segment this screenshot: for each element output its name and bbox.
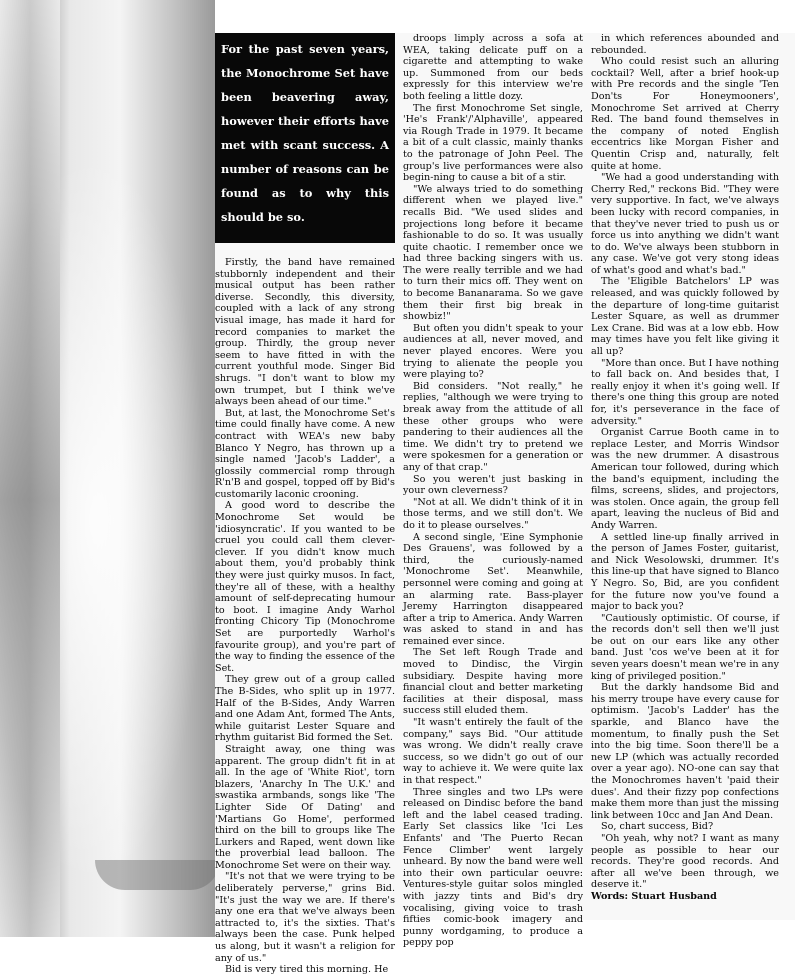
paragraph: But often you didn't speak to your audiences at all, never moved, and never played encores. Were you trying to alienate the people you were playing to?	[403, 322, 583, 381]
paragraph: A good word to describe the Monochrome Set would be 'idiosyncratic'. If you wanted to be cruel you could call them clever-clever. If you didn't know much about them, you'd probably think they were just quirky musos. In fact, they're all of these, with a healthy amount of self-deprecating humour to boot. I imagine Andy Warhol fronting Chicory Tip (Monochrome Set are purportedly Warhol's favourite group), and you're part of the way to finding the essence of the Set.	[215, 500, 395, 674]
paragraph: Firstly, the band have remained stubbornly independent and their musical output has been rather diverse. Secondly, this diversity, coupled with a lack of any strong visual image, has made it hard for record companies to market the group. Thirdly, the group never seem to have fitted in with the current youthful mode. Singer Bid shrugs. "I don't want to blow my own trumpet, but I think we've always been ahead of our time."	[215, 257, 395, 408]
paragraph: So you weren't just basking in your own cleverness?	[403, 473, 583, 497]
paragraph: Organist Carrue Booth came in to replace Lester, and Morris Windsor was the new drummer. A disastrous American tour followed, during which the band's equipment, including the films, screens, slides, and projectors, was stolen. Once again, the group fell apart, leaving the nucleus of Bid and Andy Warren.	[591, 427, 779, 531]
paragraph: Bid considers. "Not really," he replies, "although we were trying to break away from the attitude of all these other groups who were pandering to their audiences all the time. We didn't try to pretend we were spokesmen for a generation or any of that crap."	[403, 380, 583, 473]
photo-shadow	[0, 0, 60, 937]
photo-curve	[95, 860, 220, 890]
paragraph: "More than once. But I have nothing to fall back on. And besides that, I really enjoy it when it's going well. If there's one thing this group are noted for, it's perseverance in the face of adversity."	[591, 357, 779, 427]
paragraph: They grew out of a group called The B-Sides, who split up in 1977. Half of the B-Sides, Andy Warren and one Adam Ant, formed The Ants, while guitarist Lester Square and rhythm guitarist Bid formed the Set.	[215, 674, 395, 744]
paragraph: Who could resist such an alluring cocktail? Well, after a brief hook-up with Pre records and the single 'Ten Don'ts For Honeymooners', Monochrome Set arrived at Cherry Red. The band found themselves in the company of noted English eccentrics like Morgan Fisher and Quentin Crisp and, naturally, felt quite at home.	[591, 56, 779, 172]
paragraph: But, at last, the Monochrome Set's time could finally have come. A new contract with WEA's new baby Blanco Y Negro, has thrown up a single named 'Jacob's Ladder', a glossily commercial romp through R'n'B and gospel, topped off by Bid's customarily laconic crooning.	[215, 407, 395, 500]
paragraph: But the darkly handsome Bid and his merry troupe have every cause for optimism. 'Jacob's Ladder' has the sparkle, and Blanco have the momentum, to finally push the Set into the big time. Soon there'll be a new LP (which was actually recorded over a year ago). NO-one can say that the Monochromes haven't 'paid their dues'. And their fizzy pop confections make them more than just the missing link between 10cc and Jan And Dean.	[591, 682, 779, 821]
paragraph: Three singles and two LPs were released on Dindisc before the band left and the label ceased trading. Early Set classics like 'Ici Les Enfants' and 'The Puerto Recan Fence Climber' went largely unheard. By now the band were well into their own particular oeuvre: Ventures-style guitar solos mingled with jazzy tints and Bid's dry vocalising, giving voice to trash fifties comic-book imagery and punny wordgaming, to produce a peppy pop	[403, 786, 583, 949]
article-column-3	[591, 33, 779, 920]
paragraph: A settled line-up finally arrived in the person of James Foster, guitarist, and Nick Wesolowski, drummer. It's this line-up that have signed to Blanco Y Negro. So, Bid, are you confident for the future now you've found a major to back you?	[591, 531, 779, 613]
paragraph: droops limply across a sofa at WEA, taking delicate puff on a cigarette and attempting to wake up. Summoned from our beds expressly for this interview we're both feeling a little dozy.	[403, 33, 583, 102]
byline: Words: Stuart Husband	[591, 890, 717, 902]
paragraph: "We always tried to do something different when we played live." recalls Bid. "We used slides and projections long before it became fashionable to do so. It was usually quite chaotic. I remember once we had three backing singers with us. The were really terrible and we had to turn their mics off. They went on to become Bananarama. So we gave them their first big break in showbiz!"	[403, 183, 583, 323]
paragraph: The Set left Rough Trade and moved to Dindisc, the Virgin subsidiary. Despite having more financial clout and better marketing facilities at their disposal, mass success still eluded them.	[403, 647, 583, 717]
photo-background	[0, 0, 215, 937]
paragraph: in which references abounded and rebounded.	[591, 33, 779, 56]
paragraph: "Not at all. We didn't think of it in those terms, and we still don't. We do it to please ourselves."	[403, 496, 583, 531]
column-1-body	[215, 243, 395, 976]
paragraph: "Oh yeah, why not? I want as many people as possible to hear our records. They're good records. And after all we've been through, we deserve it."	[591, 832, 779, 891]
intro-paragraph: For the past seven years, the Monochrome Set have been beavering away, however their efforts have met with scant success. A number of reasons can be found as to why this should be so.	[215, 33, 395, 243]
paragraph: "It wasn't entirely the fault of the company," says Bid. "Our attitude was wrong. We didn't really crave success, so we didn't go out of our way to achieve it. We were quite lax in that respect."	[403, 717, 583, 786]
paragraph: So, chart success, Bid?	[601, 821, 714, 833]
paragraph: The first Monochrome Set single, 'He's Frank'/'Alphaville', appeared via Rough Trade in 1979. It became a bit of a cult classic, mainly thanks to the patronage of John Peel. The group's live performances were also begin-ning to cause a bit of a stir.	[403, 102, 583, 184]
paragraph: "We had a good understanding with Cherry Red," reckons Bid. "They were very supportive. In fact, we've always been lucky with record companies, in that they've never tried to push us or force us into anything we didn't want to do. We've always been stubborn in any case. We've got very stong ideas of what's good and what's bad."	[591, 172, 779, 276]
paragraph: The 'Eligible Batchelors' LP was released, and was quickly followed by the departure of long-time guitarist Lester Square, as well as drummer Lex Crane. Bid was at a low ebb. How may times have you felt like giving it all up?	[591, 276, 779, 358]
paragraph: "It's not that we were trying to be deliberately perverse," grins Bid. "It's just the way we are. If there's any one era that we've always been attracted to, it's the sixties. That's always been the case. Punk helped us along, but it wasn't a religion for any of us."	[215, 871, 395, 964]
article-column-1	[215, 33, 395, 976]
paragraph: Bid is very tired this morning. He	[225, 964, 389, 976]
article-body	[215, 33, 795, 976]
paragraph: "Cautiously optimistic. Of course, if the records don't sell then we'll just be out on our ears like any other band. Just 'cos we've been at it for seven years doesn't mean we're in any king of privileged position."	[591, 612, 779, 682]
paragraph: Straight away, one thing was apparent. The group didn't fit in at all. In the age of 'White Riot', torn blazers, 'Anarchy In The U.K.' and swastika armbands, songs like 'The Lighter Side Of Dating' and 'Martians Go Home', performed third on the bill to groups like The Lurkers and Raped, went down like the proverbial lead balloon. The Monochrome Set were on their way.	[215, 743, 395, 871]
article-column-2	[403, 33, 583, 949]
paragraph: A second single, 'Eine Symphonie Des Grauens', was followed by a third, the curiously-named 'Monochrome Set'. Meanwhile, personnel were coming and going at an alarming rate. Bass-player Jeremy Harrington disappeared after a trip to America. Andy Warren was asked to stand in and has remained ever since.	[403, 531, 583, 647]
